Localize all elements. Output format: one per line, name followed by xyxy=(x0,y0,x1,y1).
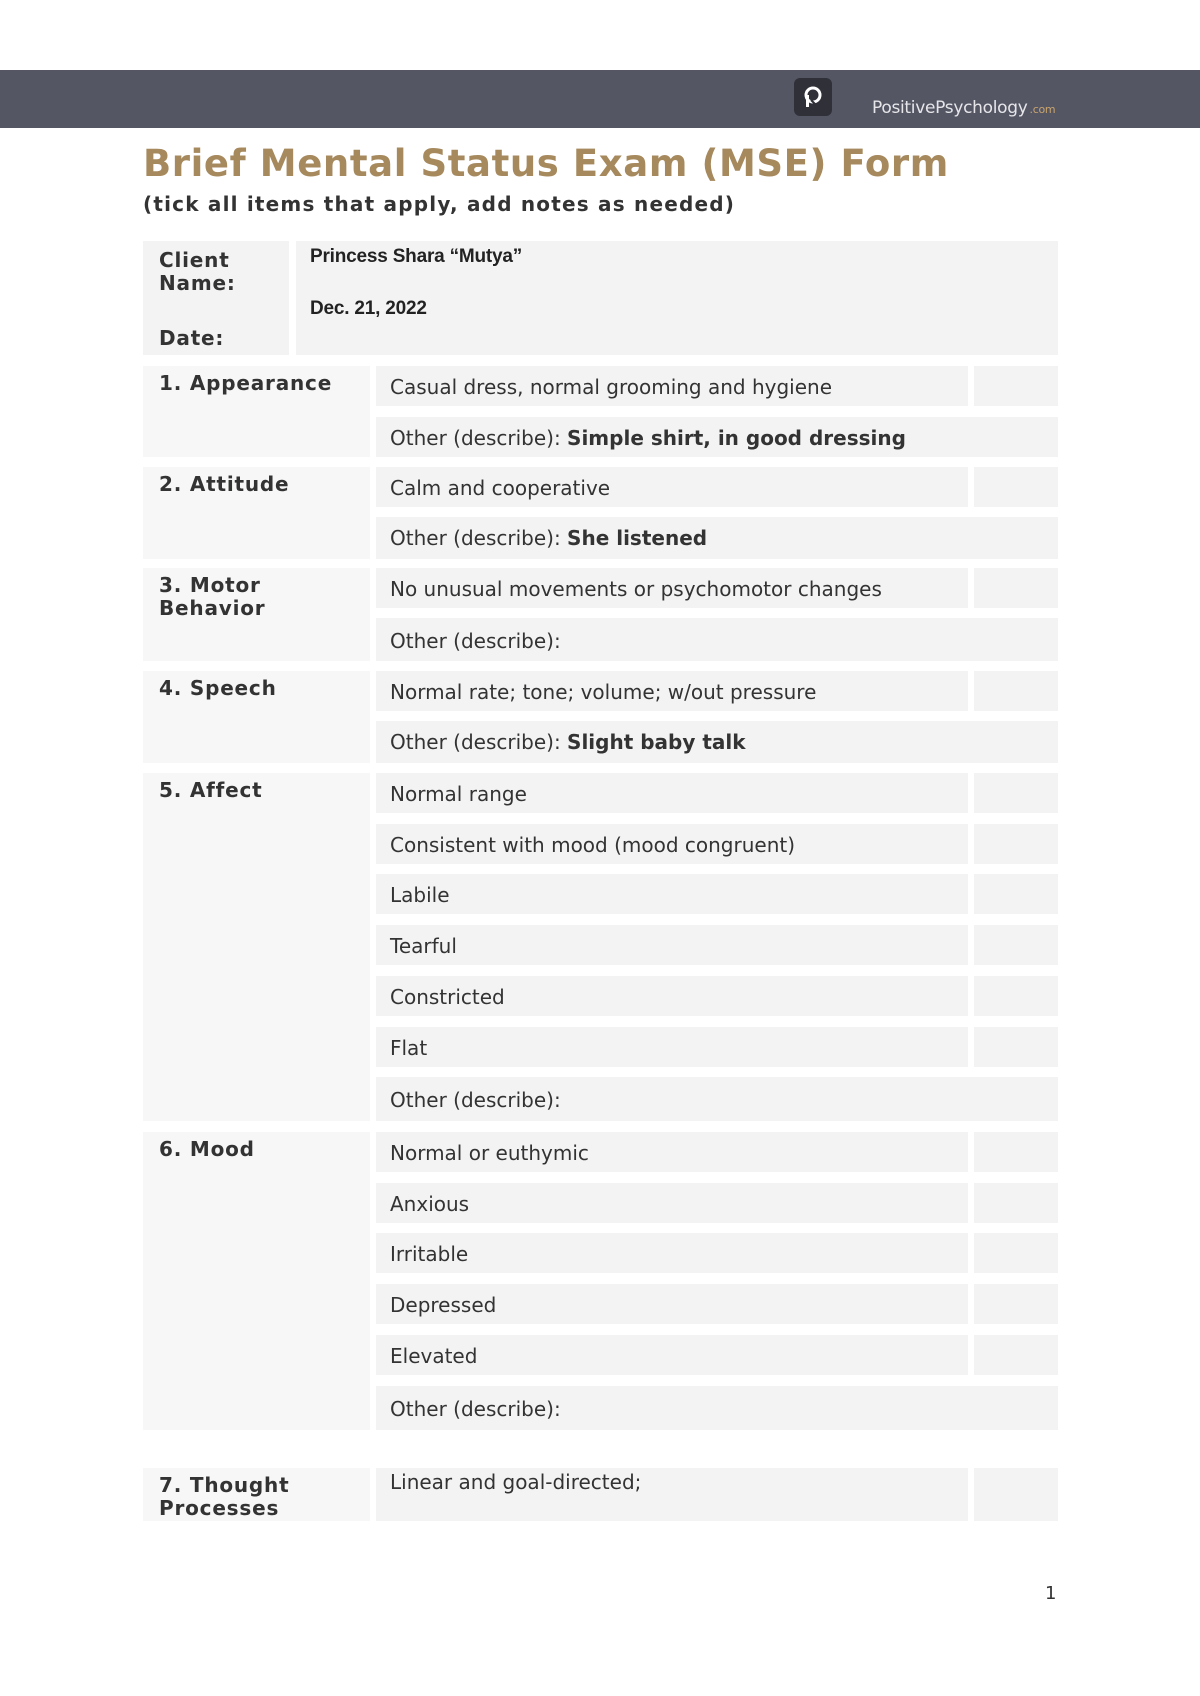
section-title-attitude: 2. Attitude xyxy=(159,472,290,496)
option-label: Normal range xyxy=(390,782,527,806)
option-elevated[interactable] xyxy=(376,1335,968,1375)
tick-box-labile[interactable] xyxy=(974,874,1058,914)
section-appearance xyxy=(143,366,370,457)
other-note-attitude: She listened xyxy=(567,526,708,550)
tick-box-calm-cooperative[interactable] xyxy=(974,467,1058,507)
section-title-thought-line1: 7. Thought xyxy=(159,1473,290,1497)
date-label: Date: xyxy=(159,326,225,350)
option-other-mood[interactable] xyxy=(376,1386,1058,1430)
date-value[interactable]: Dec. 21, 2022 xyxy=(310,298,427,319)
tick-box-normal-range[interactable] xyxy=(974,773,1058,813)
tick-box-depressed[interactable] xyxy=(974,1284,1058,1324)
option-mood-congruent[interactable] xyxy=(376,824,968,864)
section-title-mood: 6. Mood xyxy=(159,1137,255,1161)
brand-name xyxy=(872,98,1055,118)
section-speech xyxy=(143,671,370,763)
option-other-attitude[interactable] xyxy=(376,517,1058,559)
option-label: Flat xyxy=(390,1036,428,1060)
other-label: Other (describe): xyxy=(390,1088,561,1112)
section-title-speech: 4. Speech xyxy=(159,676,277,700)
option-other-affect[interactable] xyxy=(376,1077,1058,1121)
section-mood xyxy=(143,1132,370,1430)
section-title-motor-line2: Behavior xyxy=(159,596,266,620)
option-label: No unusual movements or psychomotor changes xyxy=(390,577,882,601)
other-label: Other (describe): xyxy=(390,526,568,550)
option-label: Linear and goal-directed; xyxy=(390,1470,642,1494)
option-flat[interactable] xyxy=(376,1027,968,1067)
form-title: Brief Mental Status Exam (MSE) Form xyxy=(143,142,949,185)
option-other-appearance[interactable] xyxy=(376,417,1058,457)
option-other-motor[interactable] xyxy=(376,618,1058,661)
tick-box-constricted[interactable] xyxy=(974,976,1058,1016)
option-linear-goal-directed[interactable] xyxy=(376,1468,968,1521)
tick-box-flat[interactable] xyxy=(974,1027,1058,1067)
option-label: Tearful xyxy=(390,934,457,958)
tick-box-euthymic[interactable] xyxy=(974,1132,1058,1172)
section-thought-processes xyxy=(143,1468,370,1521)
other-note-appearance: Simple shirt, in good dressing xyxy=(567,426,906,450)
header-bar xyxy=(0,70,1200,128)
option-normal-rate[interactable] xyxy=(376,671,968,711)
option-no-unusual-movements[interactable] xyxy=(376,568,968,608)
option-label: Casual dress, normal grooming and hygiene xyxy=(390,375,833,399)
brand-name-text: PositivePsychology xyxy=(872,98,1028,118)
option-tearful[interactable] xyxy=(376,925,968,965)
option-normal-range[interactable] xyxy=(376,773,968,813)
other-label: Other (describe): xyxy=(390,629,561,653)
option-label: Normal or euthymic xyxy=(390,1141,589,1165)
section-title-motor xyxy=(159,574,349,620)
tick-box-no-unusual-movements[interactable] xyxy=(974,568,1058,608)
option-calm-cooperative[interactable] xyxy=(376,467,968,507)
option-casual-dress[interactable] xyxy=(376,366,968,406)
option-irritable[interactable] xyxy=(376,1233,968,1273)
brand-suffix: .com xyxy=(1029,103,1056,116)
option-label: Labile xyxy=(390,883,450,907)
section-affect xyxy=(143,773,370,1121)
section-title-thought-line2: Processes xyxy=(159,1496,280,1520)
option-euthymic[interactable] xyxy=(376,1132,968,1172)
tick-box-linear-goal-directed[interactable] xyxy=(974,1468,1058,1521)
client-date-label-cell xyxy=(143,241,289,355)
section-title-thought xyxy=(159,1474,349,1520)
option-label: Irritable xyxy=(390,1242,469,1266)
section-attitude xyxy=(143,467,370,559)
option-other-speech[interactable] xyxy=(376,721,1058,763)
tick-box-irritable[interactable] xyxy=(974,1233,1058,1273)
option-depressed[interactable] xyxy=(376,1284,968,1324)
tick-box-elevated[interactable] xyxy=(974,1335,1058,1375)
option-label: Anxious xyxy=(390,1192,470,1216)
page-number: 1 xyxy=(1045,1583,1057,1604)
section-title-motor-line1: 3. Motor xyxy=(159,573,261,597)
other-line xyxy=(390,526,707,550)
option-label: Elevated xyxy=(390,1344,478,1368)
client-name-value[interactable]: Princess Shara “Mutya” xyxy=(310,246,523,267)
section-title-appearance: 1. Appearance xyxy=(159,371,333,395)
section-motor-behavior xyxy=(143,568,370,661)
form-subtitle: (tick all items that apply, add notes as needed) xyxy=(143,192,736,216)
tick-box-anxious[interactable] xyxy=(974,1183,1058,1223)
other-note-speech: Slight baby talk xyxy=(567,730,746,754)
option-constricted[interactable] xyxy=(376,976,968,1016)
option-labile[interactable] xyxy=(376,874,968,914)
other-label: Other (describe): xyxy=(390,730,568,754)
option-anxious[interactable] xyxy=(376,1183,968,1223)
tick-box-tearful[interactable] xyxy=(974,925,1058,965)
option-label: Normal rate; tone; volume; w/out pressure xyxy=(390,680,817,704)
section-title-affect: 5. Affect xyxy=(159,778,263,802)
other-label: Other (describe): xyxy=(390,426,568,450)
client-date-value-cell[interactable] xyxy=(296,241,1058,355)
positive-psychology-logo-icon xyxy=(794,78,832,116)
tick-box-normal-rate[interactable] xyxy=(974,671,1058,711)
option-label: Calm and cooperative xyxy=(390,476,611,500)
client-label-line2: Name: xyxy=(159,271,236,295)
other-line xyxy=(390,426,906,450)
tick-box-casual-dress[interactable] xyxy=(974,366,1058,406)
option-label: Depressed xyxy=(390,1293,497,1317)
option-label: Consistent with mood (mood congruent) xyxy=(390,833,796,857)
other-label: Other (describe): xyxy=(390,1397,561,1421)
other-line xyxy=(390,730,746,754)
option-label: Constricted xyxy=(390,985,505,1009)
client-label-line1: Client xyxy=(159,248,230,272)
tick-box-mood-congruent[interactable] xyxy=(974,824,1058,864)
